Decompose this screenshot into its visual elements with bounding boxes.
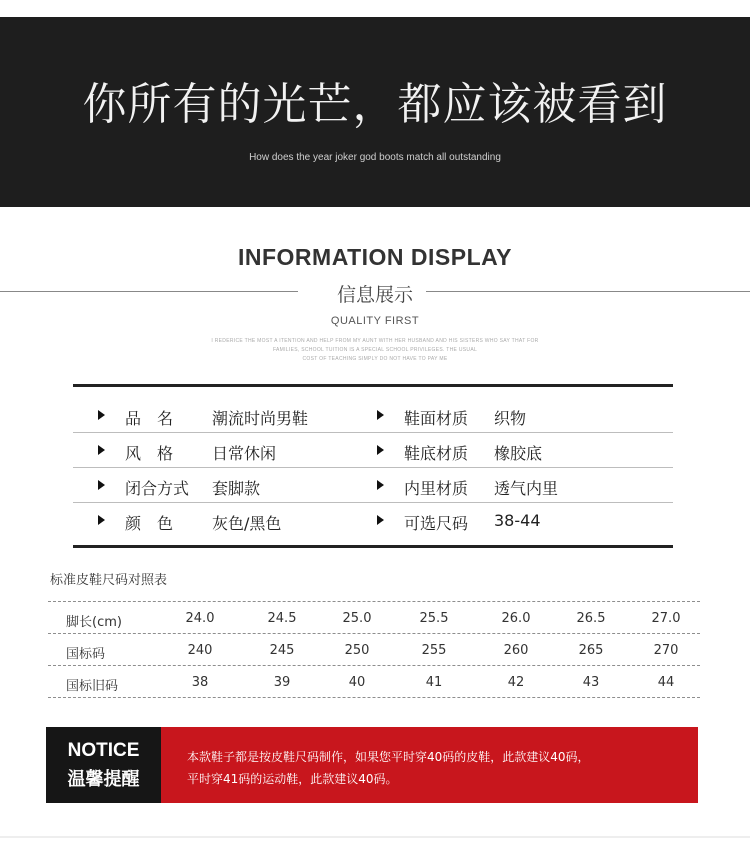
info-label: 鞋面材质 [404,409,469,428]
info-value: 织物 [494,409,527,428]
section-title: INFORMATION DISPLAY [237,244,512,270]
fine-print-line: COST OF TEACHING SIMPLY DO NOT HAVE TO PAY ME [302,356,448,362]
size-cell: 44 [657,675,675,690]
fine-print-line: I REDERICE THE MOST A ITENTION AND HELP FROM MY AUNT WITH HER HUSBAND AND HIS SISTERS WHO SAY THAT FOR [211,338,539,344]
arrow-right-icon [377,410,384,420]
size-cell: 38 [191,675,209,690]
notice-message [187,746,590,790]
size-row-label: 国标码 [66,647,106,662]
info-label: 可选尺码 [404,514,469,533]
size-cell: 25.0 [342,611,372,626]
size-cell: 255 [421,643,447,658]
info-label: 闭合方式 [125,479,190,498]
size-cell: 265 [578,643,604,658]
arrow-right-icon [377,515,384,525]
size-cell: 26.5 [576,611,606,626]
size-row-national-standard [48,633,700,665]
notice-label-block [46,727,161,803]
size-cell: 24.5 [267,611,297,626]
notice-line: 本款鞋子都是按皮鞋尺码制作，如果您平时穿40码的皮鞋，此款建议40码， [187,750,590,764]
info-label: 品 名 [125,409,174,428]
size-cell: 42 [507,675,525,690]
notice-line: 平时穿41码的运动鞋，此款建议40码。 [187,772,398,786]
info-label: 颜 色 [125,514,174,533]
bottom-divider [0,836,750,838]
notice-banner [46,727,698,803]
size-row-foot-length [48,601,700,633]
size-row-label: 脚长(cm) [66,615,122,630]
arrow-right-icon [98,445,105,455]
arrow-right-icon [98,410,105,420]
arrow-right-icon [377,445,384,455]
info-label: 风 格 [125,444,174,463]
size-cell: 41 [425,675,443,690]
notice-title-cn: 温馨提醒 [67,769,140,790]
arrow-right-icon [98,480,105,490]
info-row [73,503,673,537]
section-title-cn: 信息展示 [336,284,413,306]
size-cell: 26.0 [501,611,531,626]
info-row [73,468,673,503]
size-cell: 43 [582,675,600,690]
size-chart-table [48,601,700,698]
info-value: 透气内里 [494,479,559,498]
info-value: 38-44 [494,511,541,530]
size-row-old-standard [48,665,700,698]
fine-print-line: FAMILIES, SCHOOL TUITION IS A SPECIAL SCHOOL PRIVILEGES. THE USUAL [272,347,478,353]
size-cell: 260 [503,643,529,658]
size-cell: 24.0 [185,611,215,626]
info-label: 鞋底材质 [404,444,469,463]
hero-subtitle: How does the year joker god boots match all outstanding [249,152,501,163]
size-cell: 250 [344,643,370,658]
info-label: 内里材质 [404,479,469,498]
info-value: 潮流时尚男鞋 [212,409,309,428]
hero-title: 你所有的光芒，都应该被看到 [82,79,668,130]
info-value: 套脚款 [212,479,261,498]
size-row-label: 国标旧码 [66,679,119,694]
size-cell: 39 [273,675,291,690]
info-value: 橡胶底 [494,444,543,463]
size-cell: 40 [348,675,366,690]
size-cell: 240 [187,643,213,658]
size-cell: 245 [269,643,295,658]
notice-title-en: NOTICE [67,740,140,761]
info-row [73,433,673,468]
product-info-table [73,384,673,548]
size-cell: 27.0 [651,611,681,626]
arrow-right-icon [98,515,105,525]
arrow-right-icon [377,480,384,490]
size-cell: 270 [653,643,679,658]
quality-first-label: QUALITY FIRST [330,315,420,327]
size-chart-caption: 标准皮鞋尺码对照表 [50,573,168,588]
info-row [73,398,673,433]
hero-banner [0,17,750,207]
info-value: 日常休闲 [212,444,277,463]
info-value: 灰色/黑色 [212,514,282,533]
notice-message-block [161,727,698,803]
size-cell: 25.5 [419,611,449,626]
